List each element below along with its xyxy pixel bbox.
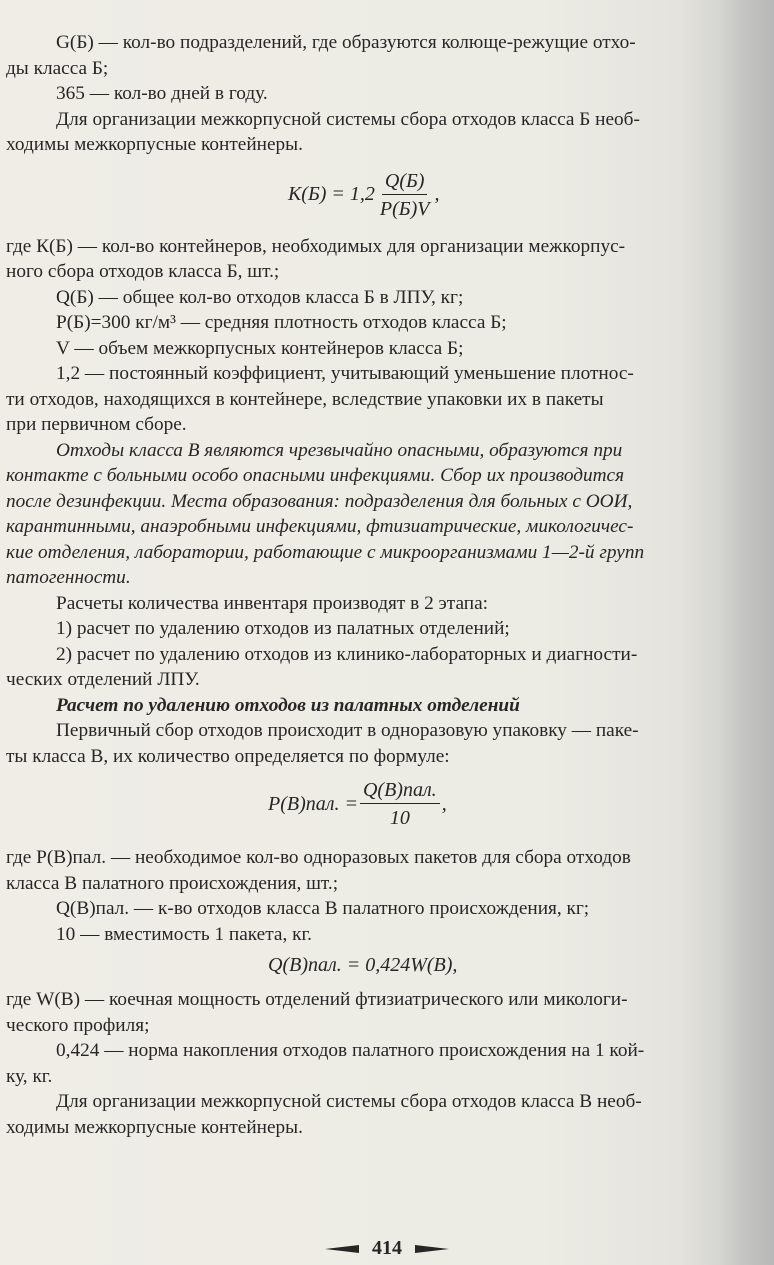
italic-line: после дезинфекции. Места образования: подразделения для больных с ООИ, <box>6 490 633 512</box>
text-line: ды класса Б; <box>6 57 109 79</box>
section-heading: Расчет по удалению отходов из палатных отделений <box>56 694 520 716</box>
text-line: где К(Б) — кол-во контейнеров, необходимых для организации межкорпус- <box>6 235 626 257</box>
text-line: где Р(В)пал. — необходимое кол-во одноразовых пакетов для сбора отходов <box>6 847 631 868</box>
formula-numerator: Q(Б) <box>382 168 428 195</box>
right-arrow-ornament-icon <box>415 1244 449 1254</box>
italic-line: контакте с больными особо опасными инфекциями. Сбор их производится <box>6 465 625 486</box>
formula-numerator: Q(В)пал. <box>360 777 440 804</box>
text-line: Первичный сбор отходов происходит в одноразовую упаковку — паке- <box>56 720 639 741</box>
page-text <box>6 30 766 1140</box>
formula-denominator: 10 <box>389 807 410 829</box>
text-line: 1) расчет по удалению отходов из палатных отделений; <box>56 618 510 639</box>
italic-line: Отходы класса В являются чрезвычайно опасными, образуются при <box>56 439 623 461</box>
left-arrow-ornament-icon <box>325 1244 359 1254</box>
text-line: при первичном сборе. <box>6 414 187 435</box>
formula-lhs: К(Б) = 1,2 <box>288 183 375 206</box>
text-line: 1,2 — постоянный коэффициент, учитывающий уменьшение плотнос- <box>56 363 634 384</box>
italic-line: кие отделения, лаборатории, работающие с микроорганизмами 1—2-й групп <box>6 541 645 563</box>
text-line: ходимы межкорпусные контейнеры. <box>6 1116 303 1138</box>
italic-line: патогенности. <box>6 567 131 588</box>
page-footer <box>0 1237 774 1260</box>
text-line: ческих отделений ЛПУ. <box>6 669 200 690</box>
text-line: ческого профиля; <box>6 1014 150 1036</box>
page-number: 414 <box>372 1237 402 1259</box>
formula-ward-waste <box>6 947 766 987</box>
text-line: Q(Б) — общее кол-во отходов класса Б в ЛПУ, кг; <box>56 286 464 308</box>
formula-containers-b <box>6 158 766 234</box>
formula-tail: , <box>441 792 447 815</box>
text-line: ного сбора отходов класса Б, шт.; <box>6 261 280 282</box>
formula-lhs: Р(В)пал. = <box>268 792 358 815</box>
text-line: 0,424 — норма накопления отходов палатного происхождения на 1 кой- <box>56 1040 645 1061</box>
text-line: 2) расчет по удалению отходов из клинико-лабораторных и диагности- <box>56 643 638 665</box>
text-line: G(Б) — кол-во подразделений, где образуются колюще-режущие отхо- <box>56 32 636 53</box>
text-line: ходимы межкорпусные контейнеры. <box>6 134 303 155</box>
text-line: ку, кг. <box>6 1065 53 1087</box>
text-line: Расчеты количества инвентаря производят в 2 этапа: <box>56 592 489 614</box>
text-line: ты класса В, их количество определяется по формуле: <box>6 745 450 767</box>
text-line: 10 — вместимость 1 пакета, кг. <box>56 923 313 945</box>
formula-fraction <box>377 168 433 223</box>
text-line: 365 — кол-во дней в году. <box>56 83 268 104</box>
text-line: класса В палатного происхождения, шт.; <box>6 872 339 894</box>
text-line: Для организации межкорпусной системы сбора отходов класса Б необ- <box>56 108 640 130</box>
text-line: Р(Б)=300 кг/м³ — средняя плотность отходов класса Б; <box>56 312 507 333</box>
formula-text: Q(В)пал. = 0,424W(В), <box>268 954 458 976</box>
text-line: Q(В)пал. — к-во отходов класса В палатного происхождения, кг; <box>56 898 590 919</box>
text-line: V — объем межкорпусных контейнеров класса Б; <box>56 337 464 359</box>
formula-denominator: Р(Б)V <box>379 197 430 220</box>
text-line: ти отходов, находящихся в контейнере, вследствие упаковки их в пакеты <box>6 388 604 410</box>
text-line: где W(В) — коечная мощность отделений фтизиатрического или микологи- <box>6 989 628 1010</box>
italic-line: карантинными, анаэробными инфекциями, фтизиатрические, микологичес- <box>6 516 634 537</box>
text-line: Для организации межкорпусной системы сбора отходов класса В необ- <box>56 1091 642 1112</box>
formula-tail: , <box>434 183 440 206</box>
formula-packets-v <box>6 769 766 845</box>
formula-fraction <box>360 777 440 832</box>
